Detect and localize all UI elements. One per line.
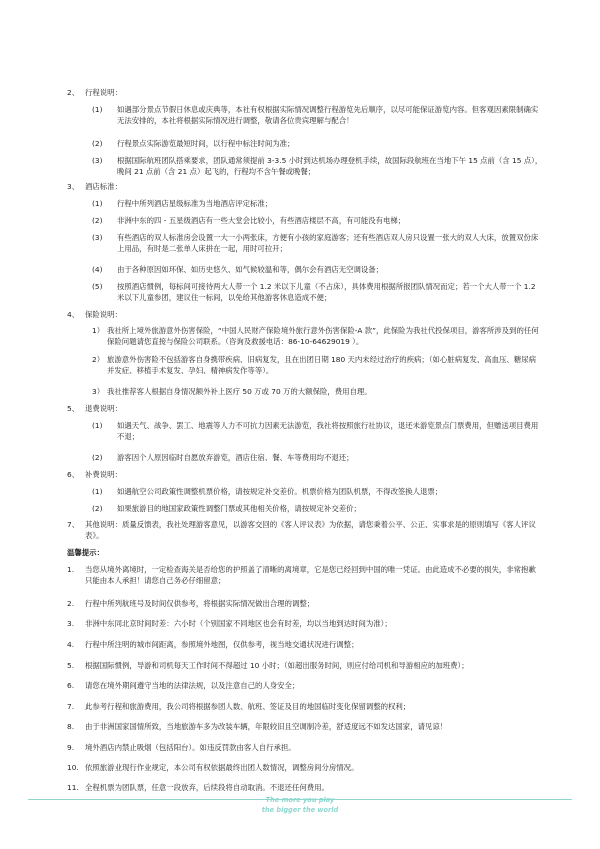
tip-text: 当您从境外离境时，一定检查海关是否给您的护照盖了清晰的离境章，它是您已经回到中国的唯一凭证。由此造成不必要的损失，非常抱歉只能由本人承担！请您自己务必仔细留意； [85, 565, 536, 585]
item-text: 如遇天气、战争、罢工、地震等人力不可抗力因素无法游览，我社将按照旅行社协议，退还未游览景点门票费用，但赠送项目费用不退； [117, 421, 539, 441]
item-marker: 2） [92, 355, 105, 364]
tip-marker: 9. [67, 743, 75, 752]
section-number: 4、 [67, 310, 80, 319]
list-item [0, 104, 600, 126]
footer-slogan-line-2: the bigger the world [261, 806, 339, 814]
item-marker: (2) [92, 216, 103, 225]
tip-marker: 1. [67, 565, 75, 574]
item-text: 如果旅游目的地国家政策性调整门票或其他相关价格，请按规定补交差价； [117, 504, 361, 513]
tip-marker: 10. [67, 763, 79, 772]
item-marker: (2) [92, 139, 103, 148]
item-text: 游客因个人原因临时自愿放弃游览，酒店住宿、餐、车等费用均不退还； [117, 453, 354, 462]
item-marker: (1) [92, 487, 103, 496]
item-marker: (2) [92, 504, 103, 513]
section-text: 其他说明：质量反馈表，我社处理游客意见，以游客交回的《客人评议表》为依据，请您秉着公平、公正、实事求是的原则填写《客人评议表》。 [85, 520, 536, 540]
item-marker: (5) [92, 282, 103, 291]
item-text: 如遇航空公司政策性调整机票价格，请按规定补交差价。机票价格为团队机票，不得改签换人退票； [117, 487, 443, 496]
tip-text: 由于非洲国家国情所致，当地旅游车多为改装车辆，年限较旧且空调制冷差，舒适度远不如发达国家，请见谅！ [85, 722, 448, 731]
item-marker: (1) [92, 421, 103, 430]
item-text: 有些酒店的双人标准房会设置一大一小两张床，方便有小孩的家庭游客；还有些酒店双人房只设置一张大的双人大床，放置双份床上用品，有时是二张单人床拼在一起，用时可拉开； [117, 233, 539, 253]
tip-text: 行程中所注明的城市间距离，参照境外地图，仅供参考，视当地交通状况进行调整； [85, 640, 359, 649]
tip-marker: 3. [67, 619, 75, 628]
section-title: 保险说明： [85, 310, 122, 319]
item-text: 由于各种原因如环保、如历史悠久、如气候较温和等，偶尔会有酒店无空调设备； [117, 265, 384, 274]
list-item [0, 155, 600, 177]
item-text: 行程景点实际游览最短时间，以行程中标注时间为准； [117, 139, 295, 148]
section-number: 5、 [67, 404, 80, 413]
item-marker: 1） [92, 326, 105, 335]
item-marker: (1) [92, 105, 103, 114]
section-title: 补费说明： [85, 470, 122, 479]
tip-text: 此参考行程和旅游费用，我公司将根据参团人数、航班、签证及目的地国临时变化保留调整的权利； [85, 702, 411, 711]
tip-text: 依照旅游业现行作业规定，本公司有权依据最终出团人数情况，调整房间分房情况。 [85, 763, 359, 772]
tip-text: 境外酒店内禁止吸烟（包括阳台）。如违反罚款由客人自行承担。 [85, 743, 296, 752]
tip-marker: 4. [67, 640, 75, 649]
tip-marker: 7. [67, 702, 75, 711]
section-title: 退费说明： [85, 404, 122, 413]
item-marker: (3) [92, 233, 103, 242]
section-number: 6、 [67, 470, 80, 479]
item-text: 非洲中东的四 - 五星级酒店有一些大堂会比较小，有些酒店楼层不高，有可能没有电梯； [117, 216, 406, 225]
tip-marker: 11. [67, 783, 79, 792]
section-2-heading [67, 87, 122, 98]
tip-marker: 2. [67, 599, 75, 608]
item-text: 按照酒店惯例，每标间可接待两大人带一个 1.2 米以下儿童（不占床），具体费用根据所报团队情况而定；若一个大人带一个 1.2 米以下儿童参团，建议住一标间，以免给其他游客休息造成不便； [117, 282, 536, 302]
footer-slogan-line-1: The more you play [265, 796, 335, 804]
tip-marker: 5. [67, 661, 75, 670]
item-marker: 3） [92, 387, 105, 396]
tips-heading: 温馨提示： [67, 548, 104, 557]
tip-text: 非洲中东同北京时间时差：六小时（个别国家不同地区也会有时差，均以当地到达时间为准）； [85, 619, 392, 628]
tip-text: 请您在境外期间遵守当地的法律法规，以及注意自己的人身安全； [85, 681, 300, 690]
item-text: 行程中所列酒店星级标准为当地酒店评定标准； [117, 199, 273, 208]
section-title: 行程说明： [85, 88, 122, 97]
section-5-heading [67, 403, 122, 414]
tip-text: 根据国际惯例，导游和司机每天工作时间不得超过 10 小时；（如超出服务时间，则应付给司机和导游相应的加班费）； [85, 661, 469, 670]
list-item [0, 138, 600, 149]
section-6-heading [67, 469, 122, 480]
tip-marker: 6. [67, 681, 75, 690]
item-text: 根据国际航班团队搭乘要求，团队通常须提前 3-3.5 小时到达机场办理登机手续，故国际段航班在当地下午 15 点前（含 15 点），晚间 21 点前（含 21 点）起飞的，行程均不含午餐或晚餐； [117, 156, 543, 176]
tip-marker: 8. [67, 722, 75, 731]
item-text: 旅游意外伤害险不包括游客自身携带疾病、旧病复发，且在出团日期 180 天内未经过治疗的疾病；（如心脏病复发、高血压、糖尿病并发症、移植手术复发、孕妇、精神病发作等等）。 [107, 355, 536, 375]
section-number: 7、 [67, 520, 80, 529]
section-title: 酒店标准： [85, 182, 122, 191]
tip-text: 行程中所列航班号及时间仅供参考，将根据实际情况做出合理的调整； [85, 599, 315, 608]
item-marker: (4) [92, 265, 103, 274]
item-text: 我社所上境外旅游意外伤害保险，“中国人民财产保险境外旅行意外伤害保险-A 款”，此保险为我社代投保项目，游客所涉及到的任何保险问题请您直接与保险公司联系。（咨询及救援电话：86-10-64629019 ）。 [107, 326, 539, 346]
tip-text: 全程机票为团队票，任意一段放弃，后续段将自动取消。不退还任何费用。 [85, 783, 329, 792]
section-4-heading [67, 309, 122, 320]
section-number: 3、 [67, 182, 80, 191]
item-text: 我社推荐客人根据自身情况额外补上医疗 50 万或 70 万的大额保险，费用自理。 [107, 387, 372, 396]
item-marker: (3) [92, 156, 103, 165]
item-marker: (1) [92, 199, 103, 208]
section-3-heading [67, 181, 122, 192]
item-text: 如遇部分景点节假日休息或庆典等，本社有权根据实际情况调整行程游览先后顺序，以尽可能保证游览内容。但客观因素限制确实无法安排的，本社将根据实际情况进行调整，敬请各位贵宾理解与配合！ [117, 105, 539, 125]
section-number: 2、 [67, 88, 80, 97]
item-marker: (2) [92, 453, 103, 462]
